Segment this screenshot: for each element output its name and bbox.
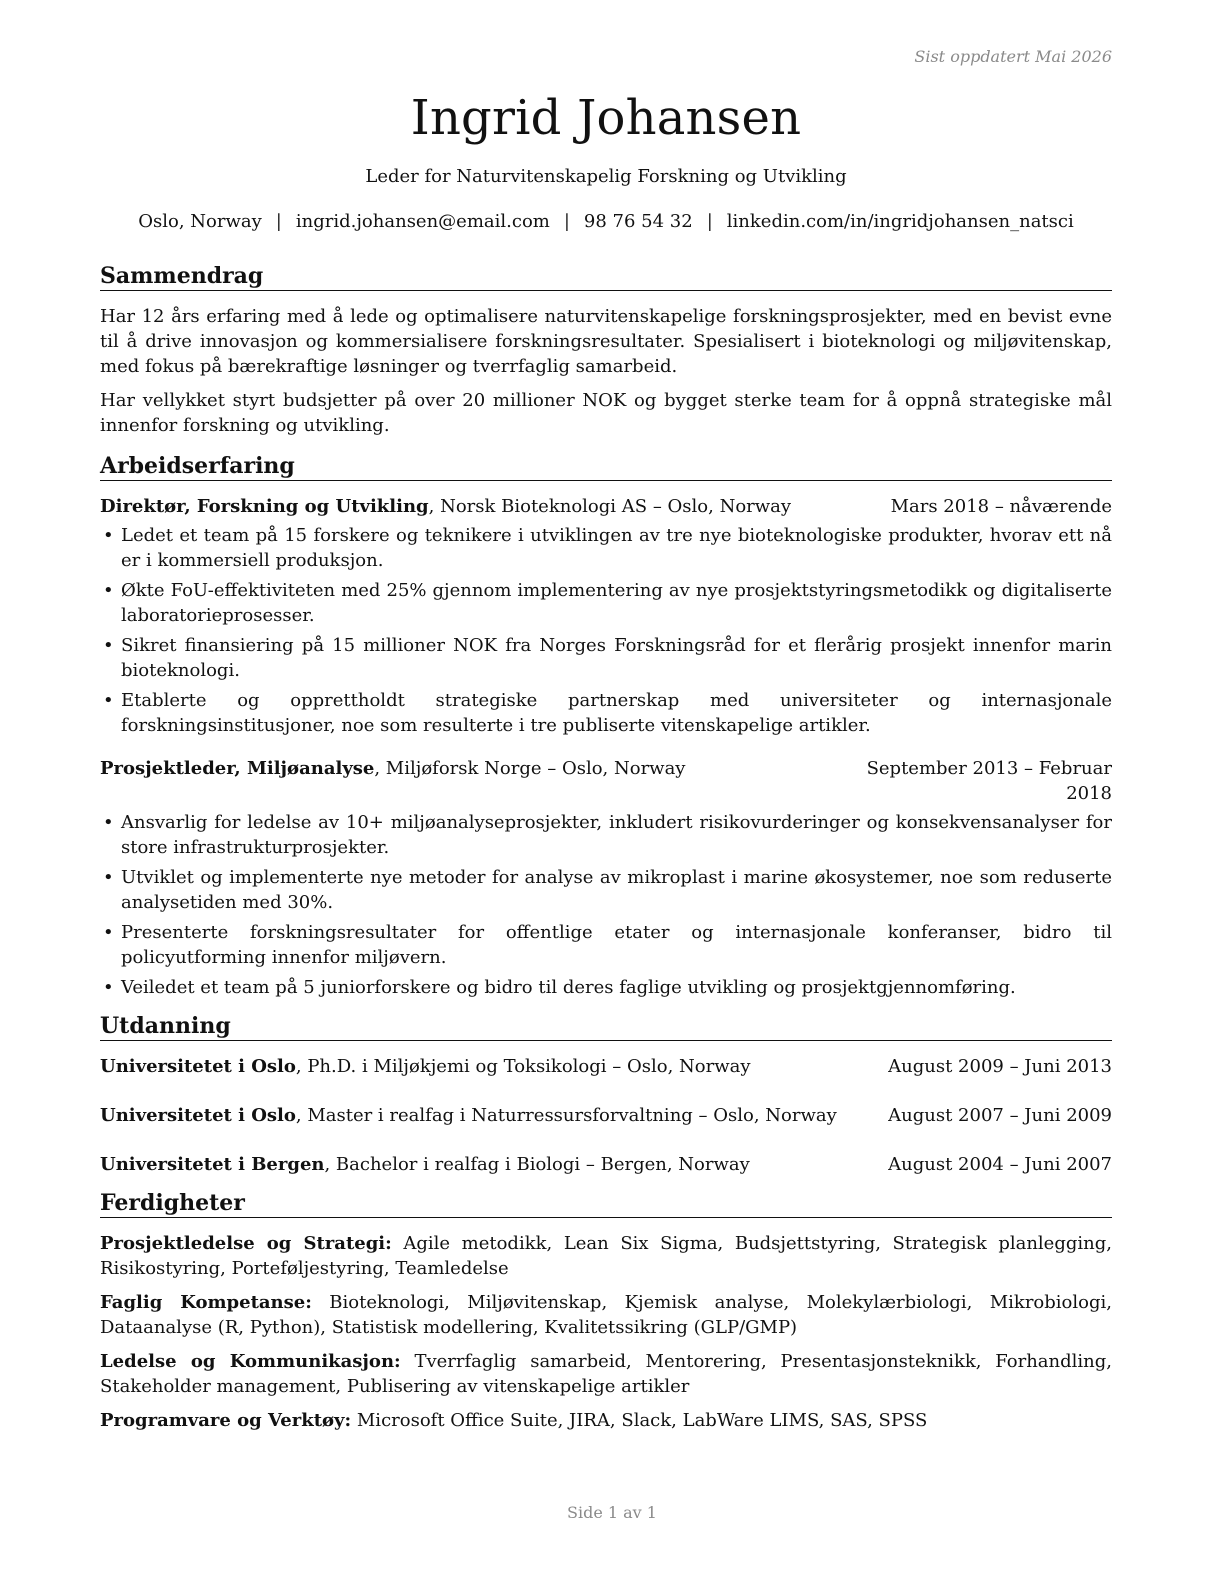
- degree: , Ph.D. i Miljøkjemi og Toksikologi – Oslo, Norway: [295, 1056, 751, 1077]
- school-name: Universitetet i Oslo: [100, 1056, 296, 1077]
- summary-paragraph: Har 12 års erfaring med å lede og optimalisere naturvitenskapelige forskningsprosjekter, med en bevist evne til å drive innovasjon og kommersialisere forskningsresultater. Spesialisert i bioteknologi og miljøvitenskap, med fokus på bærekraftige løsninger og tverrfaglig samarbeid.: [100, 306, 1112, 377]
- bullet-icon: •: [103, 525, 114, 546]
- page-number: Side 1 av 1: [567, 1503, 657, 1522]
- bullet-icon: •: [103, 635, 114, 656]
- contact-location: Oslo, Norway: [138, 211, 262, 232]
- bullet-icon: •: [103, 867, 114, 888]
- education-dates: August 2007 – Juni 2009: [888, 1105, 1112, 1126]
- skill-group: [100, 1231, 1112, 1281]
- skill-group: [100, 1290, 1112, 1340]
- skill-group: [100, 1408, 1112, 1433]
- contact-separator: |: [706, 211, 713, 232]
- job-bullet: • Veiledet et team på 5 juniorforskere og bidro til deres faglige utvikling og prosjektgjennomføring.: [103, 977, 1016, 998]
- education-section: [100, 1012, 1112, 1177]
- education-dates: August 2004 – Juni 2007: [888, 1154, 1112, 1175]
- bullet-icon: •: [103, 580, 114, 601]
- summary-section: [100, 262, 1112, 438]
- contact-separator: |: [275, 211, 282, 232]
- education-entry: [100, 1103, 1112, 1128]
- contact-linkedin[interactable]: linkedin.com/in/ingridjohansen_natsci: [726, 211, 1074, 232]
- job-title: Direktør, Forskning og Utvikling: [100, 496, 429, 517]
- skill-items: Microsoft Office Suite, JIRA, Slack, LabWare LIMS, SAS, SPSS: [356, 1410, 928, 1431]
- job-bullet: • Etablerte og opprettholdt strategiske partnerskap med universiteter og internasjonale forskningsinstitusjoner, noe som resulterte i tre publiserte vitenskapelige artikler.: [103, 690, 1112, 736]
- education-entry: [100, 1054, 1112, 1079]
- skill-items: Agile metodikk, Lean Six Sigma, Budsjettstyring, Strategisk planlegging, Risikostyring, Porteføljestyring, Teamledelse: [100, 1233, 1112, 1279]
- degree: , Master i realfag i Naturressursforvaltning – Oslo, Norway: [295, 1105, 837, 1126]
- bullet-icon: •: [103, 690, 114, 711]
- job-dates: September 2013 – Februar 2018: [866, 758, 1112, 804]
- job-bullet: • Ledet et team på 15 forskere og teknikere i utviklingen av tre nye bioteknologiske produkter, hvorav ett nå er i kommersiell produksjon.: [103, 525, 1112, 571]
- skill-group: [100, 1349, 1112, 1399]
- school-name: Universitetet i Bergen: [100, 1154, 325, 1175]
- job-bullet: • Sikret finansiering på 15 millioner NOK fra Norges Forskningsråd for et flerårig prosjekt innenfor marin bioteknologi.: [103, 635, 1112, 681]
- skill-label: Prosjektledelse og Strategi:: [100, 1233, 392, 1254]
- job-dates: Mars 2018 – nåværende: [890, 496, 1112, 517]
- skill-label: Programvare og Verktøy:: [100, 1410, 352, 1431]
- candidate-name: Ingrid Johansen: [410, 90, 802, 146]
- job-bullet: • Presenterte forskningsresultater for offentlige etater og internasjonale konferanser, bidro til policyutforming innenfor miljøvern.: [103, 922, 1112, 968]
- last-updated-note: Sist oppdatert Mai 2026: [914, 47, 1112, 66]
- experience-heading: Arbeidserfaring: [100, 452, 1112, 481]
- job-bullet: • Utviklet og implementerte nye metoder for analyse av mikroplast i marine økosystemer, noe som reduserte analysetiden med 30%.: [103, 867, 1112, 913]
- school-name: Universitetet i Oslo: [100, 1105, 296, 1126]
- contact-separator: |: [563, 211, 570, 232]
- skill-items: Bioteknologi, Miljøvitenskap, Kjemisk analyse, Molekylærbiologi, Mikrobiologi, Dataanalyse (R, Python), Statistisk modellering, Kvalitetssikring (GLP/GMP): [100, 1292, 1112, 1338]
- job-entry: [100, 494, 1112, 738]
- contact-line: [100, 209, 1112, 234]
- skill-items: Tverrfaglig samarbeid, Mentorering, Presentasjonsteknikk, Forhandling, Stakeholder management, Publisering av vitenskapelige artikler: [100, 1351, 1112, 1397]
- job-title: Prosjektleder, Miljøanalyse: [100, 758, 375, 779]
- education-heading: Utdanning: [100, 1012, 1112, 1041]
- bullet-icon: •: [103, 977, 114, 998]
- skill-label: Ledelse og Kommunikasjon:: [100, 1351, 401, 1372]
- headline: Leder for Naturvitenskapelig Forskning og Utvikling: [365, 166, 847, 187]
- degree: , Bachelor i realfag i Biologi – Bergen, Norway: [324, 1154, 750, 1175]
- summary-heading: Sammendrag: [100, 262, 1112, 291]
- job-bullet: • Økte FoU-effektiviteten med 25% gjennom implementering av nye prosjektstyringsmetodikk og digitaliserte laboratorieprosesser.: [103, 580, 1112, 626]
- job-company: , Norsk Bioteknologi AS – Oslo, Norway: [428, 496, 792, 517]
- skill-label: Faglig Kompetanse:: [100, 1292, 312, 1313]
- bullet-icon: •: [103, 922, 114, 943]
- contact-email[interactable]: ingrid.johansen@email.com: [295, 211, 550, 232]
- summary-paragraph: Har vellykket styrt budsjetter på over 20 millioner NOK og bygget sterke team for å oppnå strategiske mål innenfor forskning og utvikling.: [100, 390, 1112, 436]
- experience-section: [100, 452, 1112, 1000]
- contact-phone: 98 76 54 32: [583, 211, 693, 232]
- job-bullet: • Ansvarlig for ledelse av 10+ miljøanalyseprosjekter, inkludert risikovurderinger og konsekvensanalyser for store infrastrukturprosjekter.: [103, 812, 1112, 858]
- education-entry: [100, 1152, 1112, 1177]
- job-company: , Miljøforsk Norge – Oslo, Norway: [374, 758, 686, 779]
- skills-heading: Ferdigheter: [100, 1189, 1112, 1218]
- job-entry: [100, 756, 1112, 1000]
- education-dates: August 2009 – Juni 2013: [888, 1056, 1112, 1077]
- skills-section: [100, 1189, 1112, 1433]
- bullet-icon: •: [103, 812, 114, 833]
